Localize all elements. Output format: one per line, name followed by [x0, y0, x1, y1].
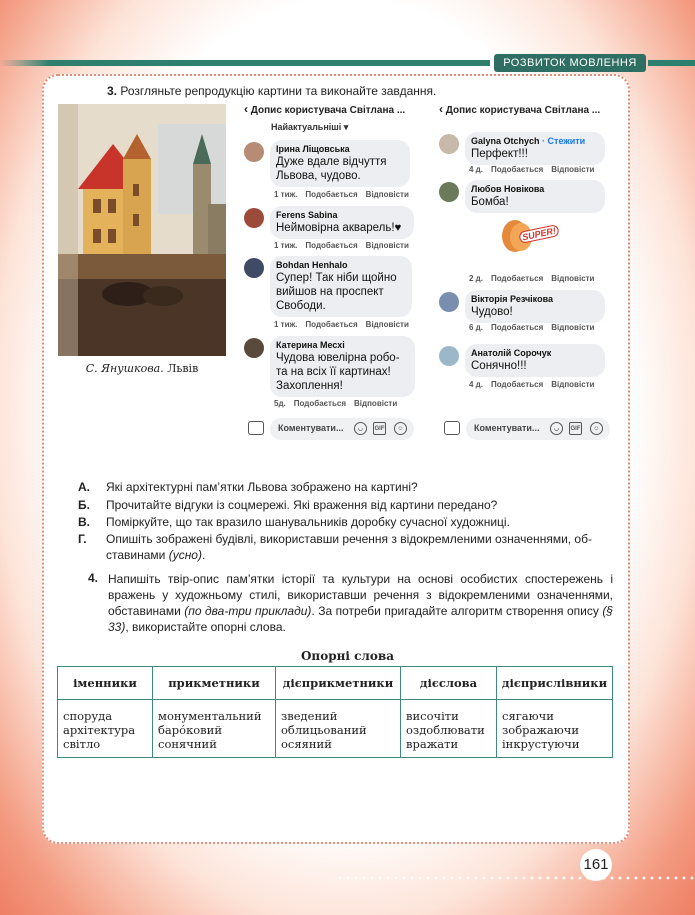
task-text: Розгляньте репродукцію картини та виконайте завдання. [120, 84, 437, 98]
comment-author[interactable]: Bohdan Henhalo [276, 260, 348, 270]
task-number: 3. [107, 84, 118, 98]
question-letter: А. [78, 480, 90, 494]
reply-link[interactable]: Відповісти [365, 320, 409, 329]
caption-author: С. Янушкова [85, 362, 161, 375]
panel-title: Допис користувача Світлана ... [445, 105, 601, 116]
word: архітектура [63, 723, 136, 737]
like-link[interactable]: Подобається [490, 323, 544, 332]
task-4-number: 4. [88, 571, 99, 585]
task-4-part3: , використайте опорні слова. [125, 620, 286, 634]
avatar[interactable] [439, 292, 459, 312]
comment-author[interactable]: Ірина Ліщовська [276, 144, 350, 154]
like-link[interactable]: Подобається [305, 320, 358, 329]
like-link[interactable]: Подобається [305, 190, 358, 199]
reply-link[interactable]: Відповісти [551, 323, 595, 332]
support-words-table [57, 666, 613, 758]
comment-text: Сонячно!!! [471, 360, 527, 372]
table-cell [276, 700, 401, 758]
camera-icon[interactable] [444, 421, 460, 435]
header-rule [0, 60, 490, 66]
like-link[interactable]: Подобається [490, 165, 544, 174]
comment-meta [274, 320, 417, 329]
comment-meta [274, 399, 405, 408]
comment-text: Чудово! [471, 306, 513, 318]
comment-time: 5д. [274, 399, 286, 408]
word: сонячний [158, 737, 217, 751]
comment-meta [274, 241, 417, 250]
like-link[interactable]: Подобається [305, 241, 358, 250]
painting-caption [58, 362, 226, 375]
task-4-italic2: (§ 33) [108, 604, 614, 634]
question-text-end: . [201, 548, 206, 562]
comment-author[interactable]: Анатолій Сорочук [471, 348, 552, 358]
back-chevron-icon[interactable]: ‹ [244, 102, 248, 116]
comment-author[interactable]: Ferens Sabina [276, 210, 338, 220]
like-link[interactable]: Подобається [490, 380, 544, 389]
table-header-cell: дієслова [401, 667, 497, 700]
task-3 [107, 83, 436, 99]
caption-title: . Львів [160, 362, 199, 375]
word: інкрустуючи [502, 737, 580, 751]
section-tab: РОЗВИТОК МОВЛЕННЯ [494, 54, 646, 72]
table-title: Опорні слова [300, 649, 395, 663]
comment-time: 2 д. [469, 274, 483, 283]
comment-text: Дуже вдале відчуття [276, 156, 387, 168]
social-panel-right [439, 102, 624, 442]
word: зображаючи [502, 723, 580, 737]
avatar[interactable] [244, 338, 264, 358]
comment-author[interactable]: Любов Новікова [471, 184, 545, 194]
comment-text: Неймовірна акварель!♥ [276, 222, 402, 234]
word: оздоблювати [406, 723, 485, 737]
avatar[interactable] [439, 346, 459, 366]
comment-author-line [471, 135, 597, 147]
panel-header[interactable] [244, 102, 405, 116]
sticker-text: SUPER! [518, 224, 560, 244]
question-text: Які архітектурні пам’ятки Львова зображено на картині? [106, 480, 418, 494]
super-sticker [497, 216, 557, 256]
comment-input[interactable] [270, 418, 414, 440]
question-text [106, 531, 626, 563]
reply-link[interactable]: Відповісти [551, 274, 595, 283]
question-text: Прочитайте відгуки із соцмережі. Які враження від картини передано? [106, 498, 498, 512]
comment-text: Перфект!!! [471, 148, 528, 160]
comment-meta [274, 190, 417, 199]
camera-icon[interactable] [248, 421, 264, 435]
comment-bubble [270, 206, 414, 239]
word: баро́ковий [158, 723, 222, 737]
reply-link[interactable]: Відповісти [551, 380, 595, 389]
comment-text: та на всіх її картинах! [276, 366, 391, 378]
comment-text: Чудова ювелірна робо- [276, 352, 400, 364]
question-text-line2: ставинами [106, 548, 166, 562]
painting-image [58, 104, 226, 356]
comment-bubble [465, 180, 605, 213]
gif-icon[interactable]: GIF [373, 422, 386, 435]
table-header-cell: дієприслівники [497, 667, 613, 700]
comment-author[interactable]: Galyna Otchych [471, 136, 540, 146]
footer-dots [336, 876, 695, 880]
comment-placeholder: Коментувати... [278, 423, 344, 433]
avatar[interactable] [439, 134, 459, 154]
comment-author[interactable]: Вікторія Резчікова [471, 294, 553, 304]
question-letter: В. [78, 515, 90, 529]
table-cell [153, 700, 276, 758]
comment-time: 1 тиж. [274, 241, 298, 250]
comment-text: Львова, чудово. [276, 170, 361, 182]
comment-meta [469, 380, 602, 389]
task-4-italic1: (по два-три приклади) [180, 604, 312, 618]
word: вражати [406, 737, 459, 751]
social-panel-left [244, 102, 429, 442]
table-header-cell: прикметники [153, 667, 276, 700]
chevron-down-icon: ▾ [343, 122, 349, 132]
task-4 [108, 571, 613, 635]
comment-bubble [465, 290, 605, 323]
panel-header[interactable] [439, 102, 600, 116]
like-link[interactable]: Подобається [490, 274, 544, 283]
comment-meta [469, 274, 602, 283]
comment-text: Супер! Так ніби щойно [276, 272, 397, 284]
page-number: 161 [580, 849, 612, 881]
table-header-row [58, 667, 613, 700]
comment-bubble [270, 336, 415, 397]
comment-bubble [270, 140, 410, 187]
comment-text: Свободи. [276, 300, 326, 312]
follow-link[interactable]: · Стежити [542, 136, 586, 146]
comment-placeholder: Коментувати... [474, 423, 540, 433]
emoji-icon[interactable]: ☺ [394, 422, 407, 435]
sticker-icon[interactable]: ◡ [354, 422, 367, 435]
like-link[interactable]: Подобається [293, 399, 347, 408]
comment-text: вийшов на проспект [276, 286, 384, 298]
comment-input[interactable] [466, 418, 610, 440]
task-4-part1: Напишіть твір-опис пам’ятки історії та культури на основі особистих спостережень і вражень у художньому стилі, використавши речення з відокремленими означеннями, обставинами [108, 572, 613, 618]
word: осяяний [281, 737, 332, 751]
question-text-italic: (усно) [165, 548, 202, 562]
word: монументальний [158, 709, 262, 723]
comment-meta [469, 165, 602, 174]
sort-label: Найактуальніші [271, 122, 342, 132]
word: зведений [281, 709, 338, 723]
word: височіти [406, 709, 459, 723]
comment-text: Бомба! [471, 196, 509, 208]
table-cell [401, 700, 497, 758]
comment-text: Захоплення! [276, 380, 343, 392]
sort-dropdown[interactable] [271, 122, 348, 133]
comment-bubble [465, 344, 605, 377]
comment-time: 1 тиж. [274, 190, 298, 199]
painting-illustration [58, 104, 226, 356]
comment-time: 4 д. [469, 380, 483, 389]
comment-time: 1 тиж. [274, 320, 298, 329]
reply-link[interactable]: Відповісти [365, 190, 409, 199]
reply-link[interactable]: Відповісти [354, 399, 398, 408]
comment-time: 6 д. [469, 323, 483, 332]
reply-link[interactable]: Відповісти [551, 165, 595, 174]
back-chevron-icon[interactable]: ‹ [439, 102, 443, 116]
avatar[interactable] [244, 208, 264, 228]
comment-bubble [465, 132, 605, 165]
word: світло [63, 737, 101, 751]
sticker-icon[interactable]: ◡ [550, 422, 563, 435]
question-letter: Б. [78, 498, 90, 512]
question-text: Поміркуйте, що так вразило шанувальників доробку сучасної художниці. [106, 515, 510, 529]
reply-link[interactable]: Відповісти [365, 241, 409, 250]
table-header-cell: іменники [58, 667, 153, 700]
avatar[interactable] [439, 182, 459, 202]
question-text-line1: Опишіть зображені будівлі, використавши речення з відокремленими означеннями, об- [106, 532, 592, 546]
gif-icon[interactable]: GIF [569, 422, 582, 435]
comment-bubble [270, 256, 412, 317]
word: сягаючи [502, 709, 554, 723]
panel-title: Допис користувача Світлана ... [250, 105, 406, 116]
question-letter: Г. [78, 532, 87, 546]
avatar[interactable] [244, 258, 264, 278]
table-cell [58, 700, 153, 758]
emoji-icon[interactable]: ☺ [590, 422, 603, 435]
header-rule-right [648, 60, 695, 66]
table-header-cell: дієприкметники [276, 667, 401, 700]
comment-time: 4 д. [469, 165, 483, 174]
word: облицьований [281, 723, 367, 737]
comment-meta [469, 323, 602, 332]
task-4-part2: . За потреби пригадайте алгоритм створення опису [311, 604, 599, 618]
table-row [58, 700, 613, 758]
word: споруда [63, 709, 113, 723]
avatar[interactable] [244, 142, 264, 162]
comment-author[interactable]: Катерина Месхі [276, 340, 345, 350]
table-cell [497, 700, 613, 758]
